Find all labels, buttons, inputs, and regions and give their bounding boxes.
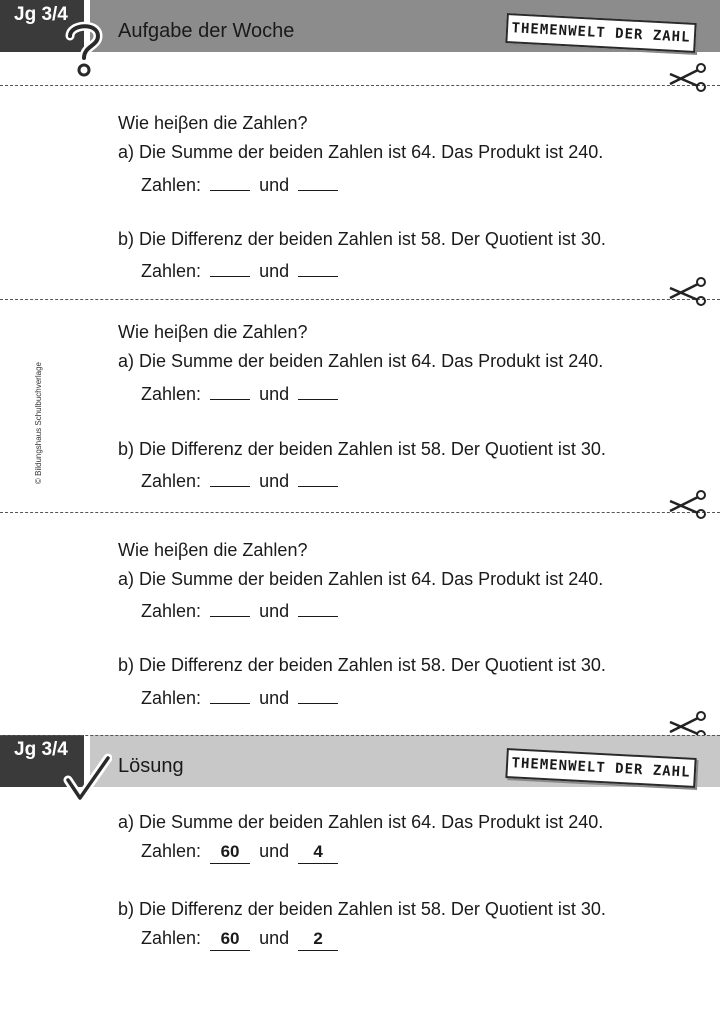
answer-line: [141, 381, 342, 405]
page-title: Aufgabe der Woche: [118, 20, 295, 42]
stamp-logo: THEMENWELT DER ZAHL: [505, 13, 696, 53]
und-label: und: [259, 471, 290, 491]
und-label: und: [259, 261, 290, 281]
answer-line: [141, 468, 342, 492]
und-label: und: [259, 928, 290, 948]
task-b-text: b) Die Differenz der beiden Zahlen ist 58. Der Quotient ist 30.: [118, 229, 606, 249]
answer-line: [141, 598, 342, 622]
und-label: und: [259, 384, 290, 404]
answer-blank[interactable]: [298, 685, 338, 704]
und-label: und: [259, 688, 290, 708]
task-b-text: b) Die Differenz der beiden Zahlen ist 58. Der Quotient ist 30.: [118, 655, 606, 675]
scissors-icon: [668, 62, 708, 92]
answer-blank[interactable]: [210, 258, 250, 277]
answer-blank[interactable]: [298, 172, 338, 191]
solution-b-text: b) Die Differenz der beiden Zahlen ist 58. Der Quotient ist 30.: [118, 899, 606, 919]
solution-title: Lösung: [118, 755, 184, 777]
grade-badge: Jg 3/4: [0, 0, 84, 52]
task-a-text: a) Die Summe der beiden Zahlen ist 64. Das Produkt ist 240.: [118, 142, 604, 162]
answer-blank[interactable]: [298, 381, 338, 400]
scissors-icon: [668, 489, 708, 519]
task-b-text: b) Die Differenz der beiden Zahlen ist 58. Der Quotient ist 30.: [118, 439, 606, 459]
answer-blank[interactable]: [210, 172, 250, 191]
solution-value: 2: [298, 932, 338, 951]
und-label: und: [259, 841, 290, 861]
solution-a-text: a) Die Summe der beiden Zahlen ist 64. Das Produkt ist 240.: [118, 812, 604, 832]
answer-blank[interactable]: [298, 258, 338, 277]
zahlen-label: Zahlen:: [141, 928, 202, 948]
task-a-text: a) Die Summe der beiden Zahlen ist 64. Das Produkt ist 240.: [118, 569, 604, 589]
answer-line: [141, 685, 342, 709]
solution-value: 60: [210, 932, 250, 951]
zahlen-label: Zahlen:: [141, 175, 202, 195]
answer-blank[interactable]: [210, 381, 250, 400]
scissors-icon: [668, 276, 708, 306]
answer-blank[interactable]: [298, 468, 338, 487]
cut-line: [0, 512, 720, 513]
task-question: Wie heiβen die Zahlen?: [118, 113, 308, 133]
zahlen-label: Zahlen:: [141, 688, 202, 708]
zahlen-label: Zahlen:: [141, 841, 202, 861]
question-mark-icon: [62, 20, 106, 78]
header-top: [0, 0, 720, 52]
answer-blank[interactable]: [210, 468, 250, 487]
copyright-note: © Bildungshaus Schulbuchverlage: [34, 362, 43, 484]
grade-badge: Jg 3/4: [0, 735, 84, 787]
task-question: Wie heiβen die Zahlen?: [118, 322, 308, 342]
solution-value: 60: [210, 845, 250, 864]
und-label: und: [259, 601, 290, 621]
solution-answer-line: [141, 841, 342, 864]
answer-blank[interactable]: [210, 685, 250, 704]
answer-line: [141, 172, 342, 196]
task-question: Wie heiβen die Zahlen?: [118, 540, 308, 560]
zahlen-label: Zahlen:: [141, 601, 202, 621]
checkmark-icon: [62, 752, 112, 804]
zahlen-label: Zahlen:: [141, 471, 202, 491]
cut-line: [0, 735, 720, 736]
zahlen-label: Zahlen:: [141, 384, 202, 404]
stamp-logo: THEMENWELT DER ZAHL: [505, 748, 696, 788]
answer-line: [141, 258, 342, 282]
zahlen-label: Zahlen:: [141, 261, 202, 281]
cut-line: [0, 299, 720, 300]
cut-line: [0, 85, 720, 86]
solution-value: 4: [298, 845, 338, 864]
und-label: und: [259, 175, 290, 195]
answer-blank[interactable]: [298, 598, 338, 617]
solution-answer-line: [141, 928, 342, 951]
answer-blank[interactable]: [210, 598, 250, 617]
task-a-text: a) Die Summe der beiden Zahlen ist 64. Das Produkt ist 240.: [118, 351, 604, 371]
